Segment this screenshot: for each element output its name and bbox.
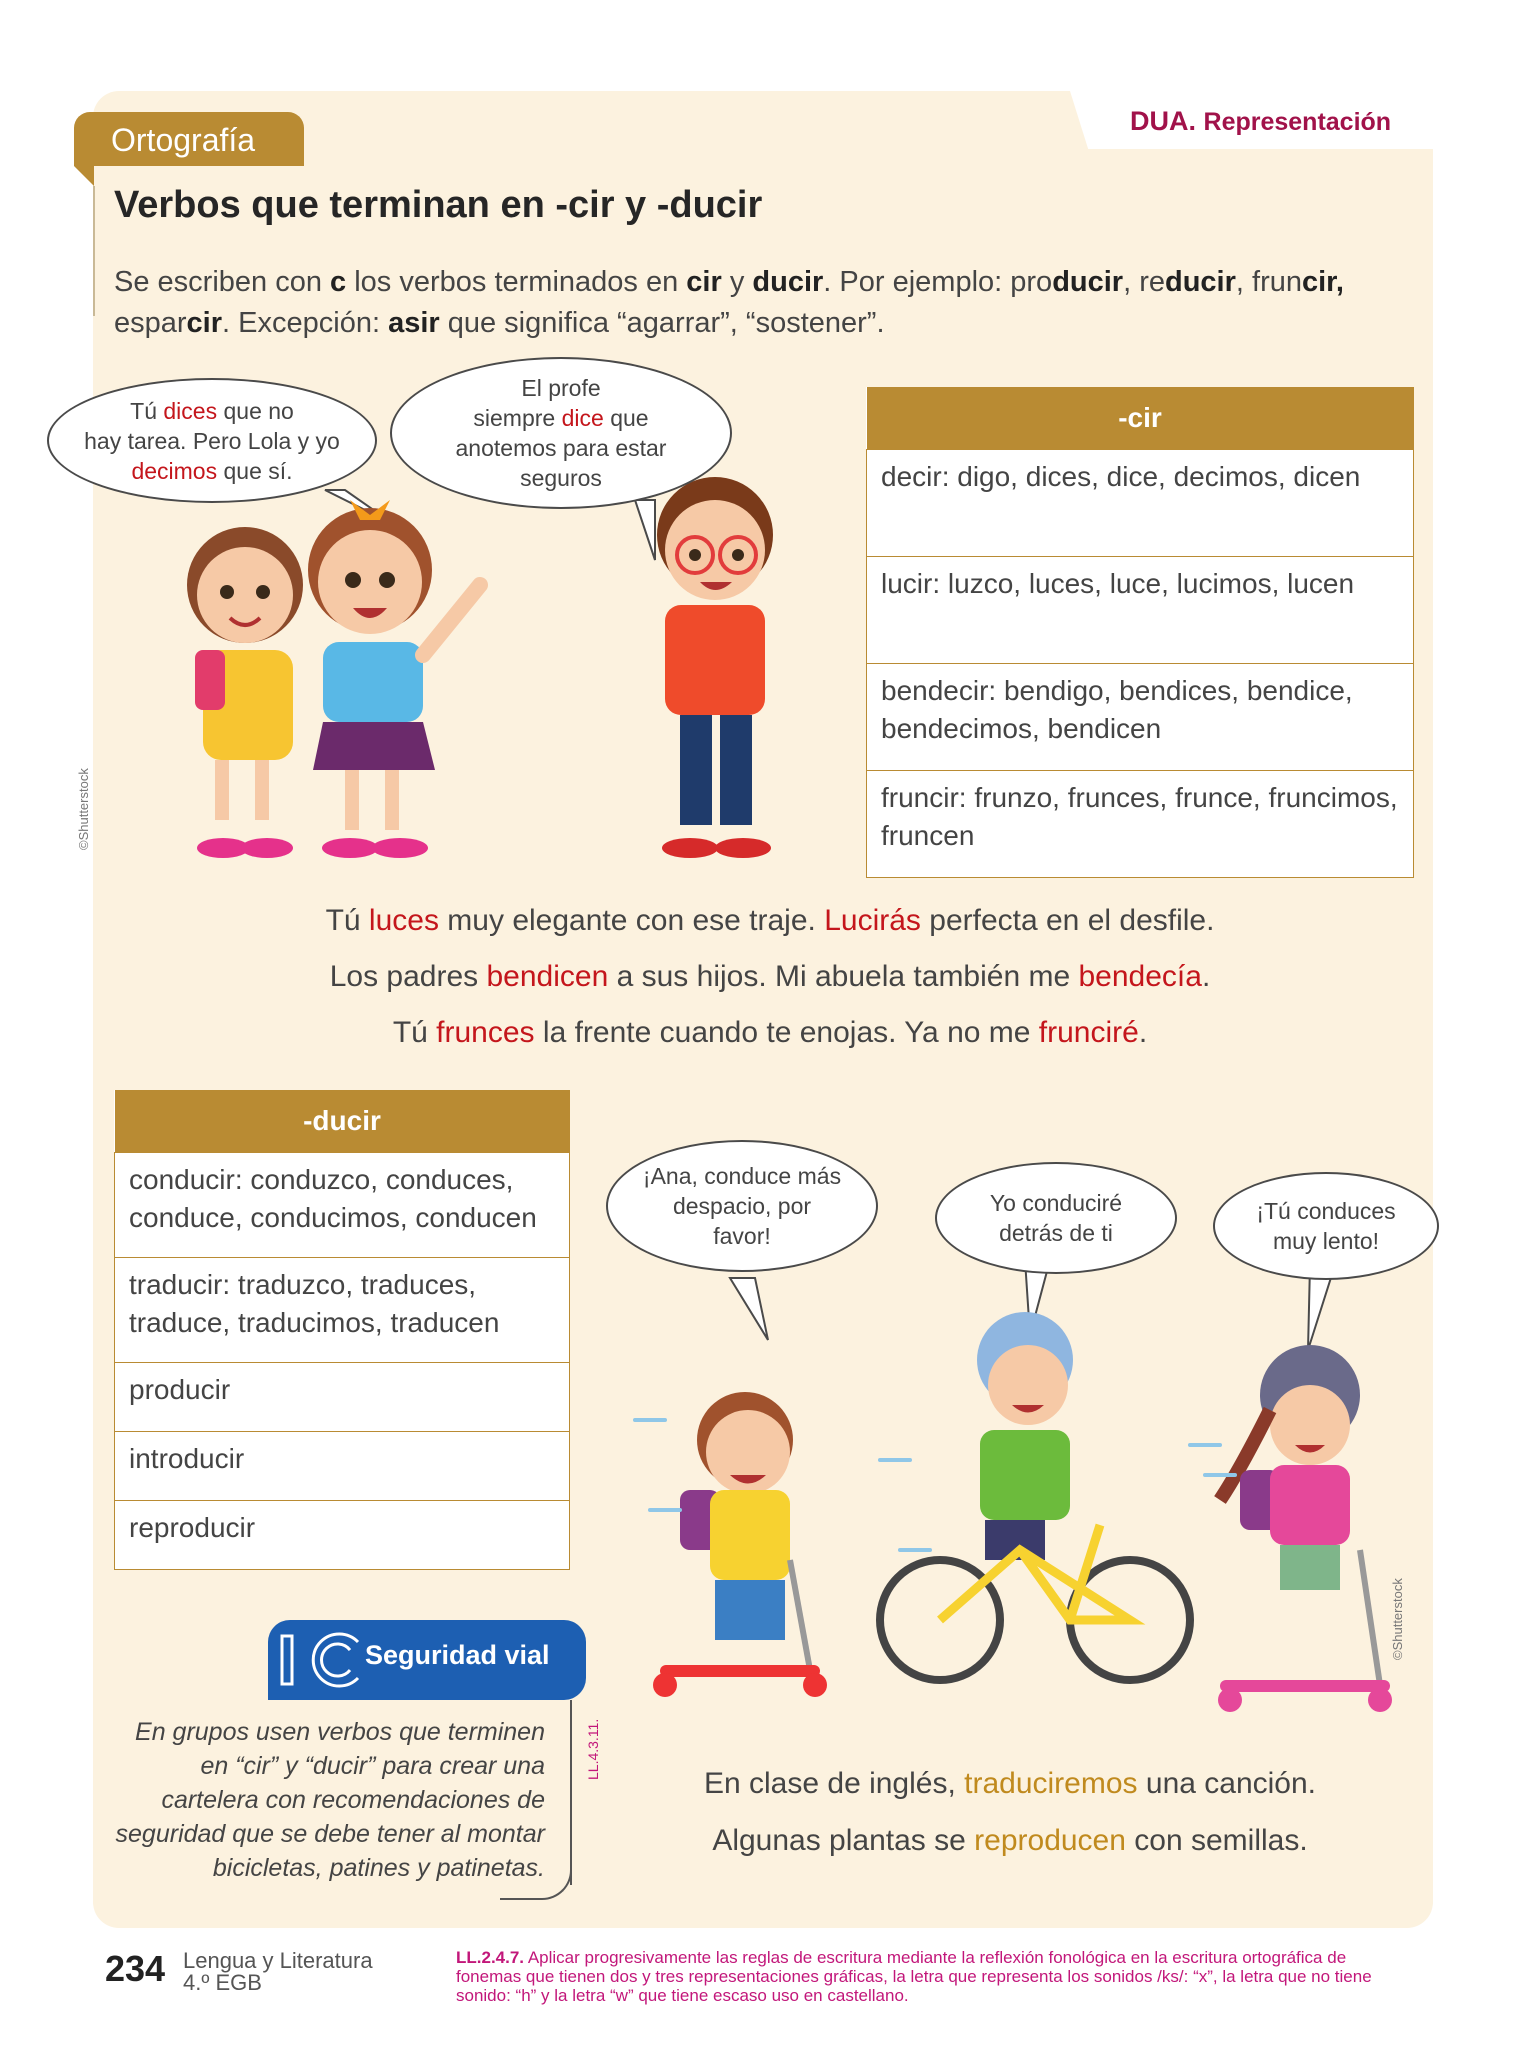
table-row: traducir: traduzco, traduces, traduce, traducimos, traducen bbox=[115, 1258, 570, 1363]
speech-bubble-bike-boy: Yo conduciré detrás de ti bbox=[935, 1162, 1177, 1274]
page-title: Verbos que terminan en -cir y -ducir bbox=[114, 184, 763, 226]
ic-standard-code: LL.4.3.11. bbox=[585, 1718, 601, 1780]
table-row: lucir: luzco, luces, luce, lucimos, lucen bbox=[867, 557, 1414, 664]
table-row: introducir bbox=[115, 1432, 570, 1501]
speech-bubble-girl: Tú dices que no hay tarea. Pero Lola y yo decimos que sí. bbox=[47, 378, 377, 503]
ducir-table-header: -ducir bbox=[115, 1090, 570, 1153]
speech-bubble-boy: El profe siempre dice que anotemos para estar seguros bbox=[390, 357, 732, 509]
credit-right: ©Shutterstock bbox=[1390, 1578, 1405, 1660]
page-number: 234 bbox=[105, 1948, 166, 1989]
left-divider bbox=[93, 186, 95, 316]
speech-bubble-scooter-boy: ¡Ana, conduce más despacio, por favor! bbox=[606, 1140, 878, 1272]
ducir-table bbox=[114, 1090, 570, 1570]
table-row: reproducir bbox=[115, 1501, 570, 1570]
dua-label: DUA. Representación bbox=[1130, 106, 1392, 136]
sentence: Tú luces muy elegante con ese traje. Lucirás perfecta en el desfile. bbox=[325, 904, 1215, 937]
sentence: Los padres bendicen a sus hijos. Mi abuela también me bendecía. bbox=[329, 960, 1211, 993]
section-tab: Ortografía bbox=[74, 112, 304, 166]
sentence: Algunas plantas se reproducen con semillas. bbox=[712, 1824, 1308, 1857]
table-row: producir bbox=[115, 1363, 570, 1432]
sentence: En clase de inglés, traduciremos una canción. bbox=[703, 1767, 1317, 1800]
footer-standard: LL.2.4.7. Aplicar progresivamente las reglas de escritura mediante la reflexión fonológica en la escritura ortográfica de fonemas que tienen dos y tres representaciones gráficas, la letra que representa los sonidos /ks/: “x”, la letra que no tiene sonido: “h” y la letra “w” que tiene escaso uso en castellano. bbox=[456, 1948, 1372, 2005]
ic-divider-curve bbox=[500, 1840, 572, 1900]
cir-example-sentences bbox=[220, 893, 1320, 1061]
ic-title: Seguridad vial bbox=[365, 1640, 550, 1670]
table-row: decir: digo, dices, dice, decimos, dicen bbox=[867, 450, 1414, 557]
credit-left: ©Shutterstock bbox=[76, 768, 91, 850]
ducir-example-sentences bbox=[650, 1755, 1370, 1869]
intro-paragraph: Se escriben con c los verbos terminados en cir y ducir. Por ejemplo: producir, reducir, fruncir, esparcir. Excepción: asir que significa “agarrar”, “sostener”. bbox=[114, 266, 1344, 339]
cir-table-header: -cir bbox=[867, 387, 1414, 450]
ic-activity-note: En grupos usen verbos que terminen en “cir” y “ducir” para crear una cartelera con recomendaciones de seguridad que se debe tener al montar bicicletas, patines y patinetas. bbox=[115, 1718, 545, 1882]
sentence: Tú frunces la frente cuando te enojas. Ya no me frunciré. bbox=[392, 1016, 1148, 1049]
tab-flap bbox=[74, 166, 94, 186]
footer-subject: Lengua y Literatura 4.º EGB bbox=[183, 1948, 373, 1995]
table-row: fruncir: frunzo, frunces, frunce, fruncimos, fruncen bbox=[867, 771, 1414, 878]
table-row: conducir: conduzco, conduces, conduce, conducimos, conducen bbox=[115, 1153, 570, 1258]
table-row: bendecir: bendigo, bendices, bendice, bendecimos, bendicen bbox=[867, 664, 1414, 771]
speech-bubble-scooter-girl: ¡Tú conduces muy lento! bbox=[1213, 1172, 1439, 1280]
ic-logo bbox=[278, 1628, 370, 1692]
cir-table bbox=[866, 387, 1414, 878]
svg-text:IC: IC bbox=[278, 1628, 279, 1629]
